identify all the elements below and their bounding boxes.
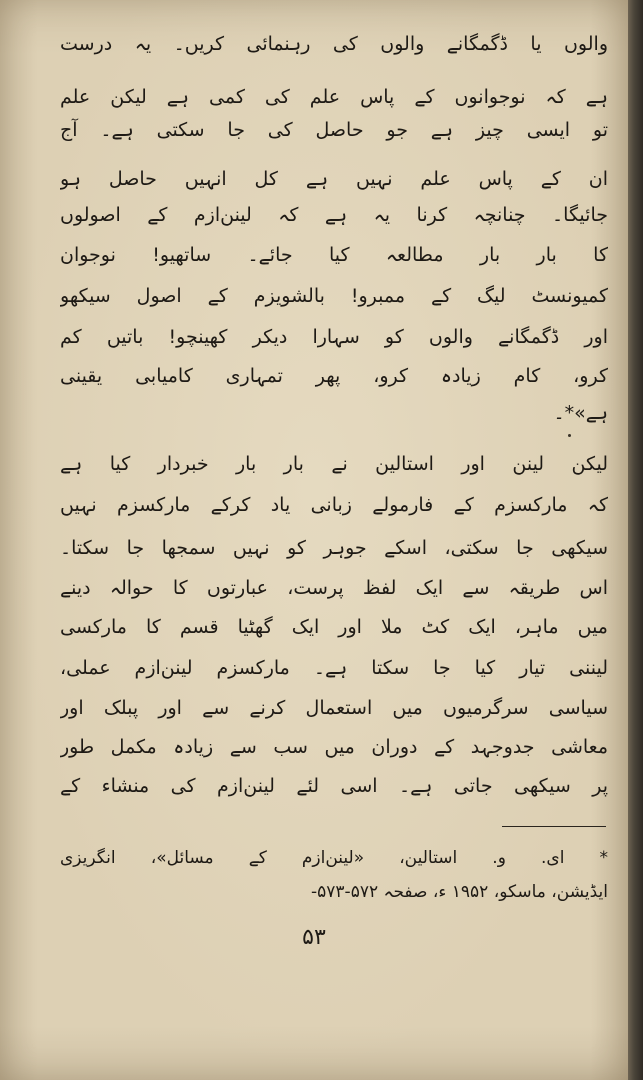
text-line: کرو، کام زیادہ کرو، پھر تمہاری کامیابی یقینی [60, 365, 608, 387]
ink-speck [568, 434, 571, 437]
text-line: اس طریقہ سے ایک لفظ پرست، عبارتوں کا حوالہ دینے [60, 577, 608, 599]
text-line: سیکھی جا سکتی، اسکے جوہر کو نہیں سمجھا جا سکتا۔ [60, 537, 608, 559]
text-line: اور ڈگمگانے والوں کو سہارا دیکر کھینچو! باتیں کم [60, 326, 608, 348]
text-line: ہے کہ نوجوانوں کے پاس علم کی کمی ہے لیکن علم [60, 86, 608, 108]
text-line: کہ مارکسزم کے فارمولے زبانی یاد کرکے مارکسزم نہیں [60, 494, 608, 516]
text-line: ہے»*۔ [553, 402, 608, 424]
text-line: کا بار بار مطالعہ کیا جائے۔ ساتھیو! نوجوان [60, 244, 608, 266]
text-line: ان کے پاس علم نہیں ہے کل انہیں حاصل ہو [60, 168, 608, 190]
footnote-line: * ای. و. استالین، «لینن‌ازم کے مسائل»، انگریزی [60, 848, 608, 868]
page-number: ۵۳ [302, 925, 326, 950]
text-line: معاشی جدوجہد کے دوران میں سب سے زیادہ مکمل طور [60, 736, 608, 758]
text-line: والوں یا ڈگمگانے والوں کی رہنمائی کریں۔ یہ درست [60, 33, 608, 55]
footnote-divider [502, 826, 606, 827]
text-line: سیاسی سرگرمیوں میں استعمال کرنے سے اور پبلک اور [60, 697, 608, 719]
text-line: تو ایسی چیز ہے جو حاصل کی جا سکتی ہے۔ آج [60, 119, 608, 141]
text-line: لیکن لینن اور استالین نے بار بار خبردار کیا ہے [60, 453, 608, 475]
text-line: پر سیکھی جاتی ہے۔ اسی لئے لینن‌ازم کی منشاء کے [60, 775, 608, 797]
book-binding-edge [628, 0, 643, 1080]
text-line: لیننی تیار کیا جا سکتا ہے۔ مارکسزم لینن‌ازم عملی، [60, 657, 608, 679]
text-line: میں ماہر، ایک کٹ ملا اور ایک گھٹیا قسم کا مارکسی [60, 616, 608, 638]
footnote-line: ایڈیشن، ماسکو، ۱۹۵۲ ء، صفحہ ۵۷۲-۵۷۳- [311, 882, 608, 902]
text-line: کمیونسٹ لیگ کے ممبرو! بالشویزم کے اصول سیکھو [60, 285, 608, 307]
text-line: جائیگا۔ چنانچہ کرنا یہ ہے کہ لینن‌ازم کے اصولوں [60, 204, 608, 226]
